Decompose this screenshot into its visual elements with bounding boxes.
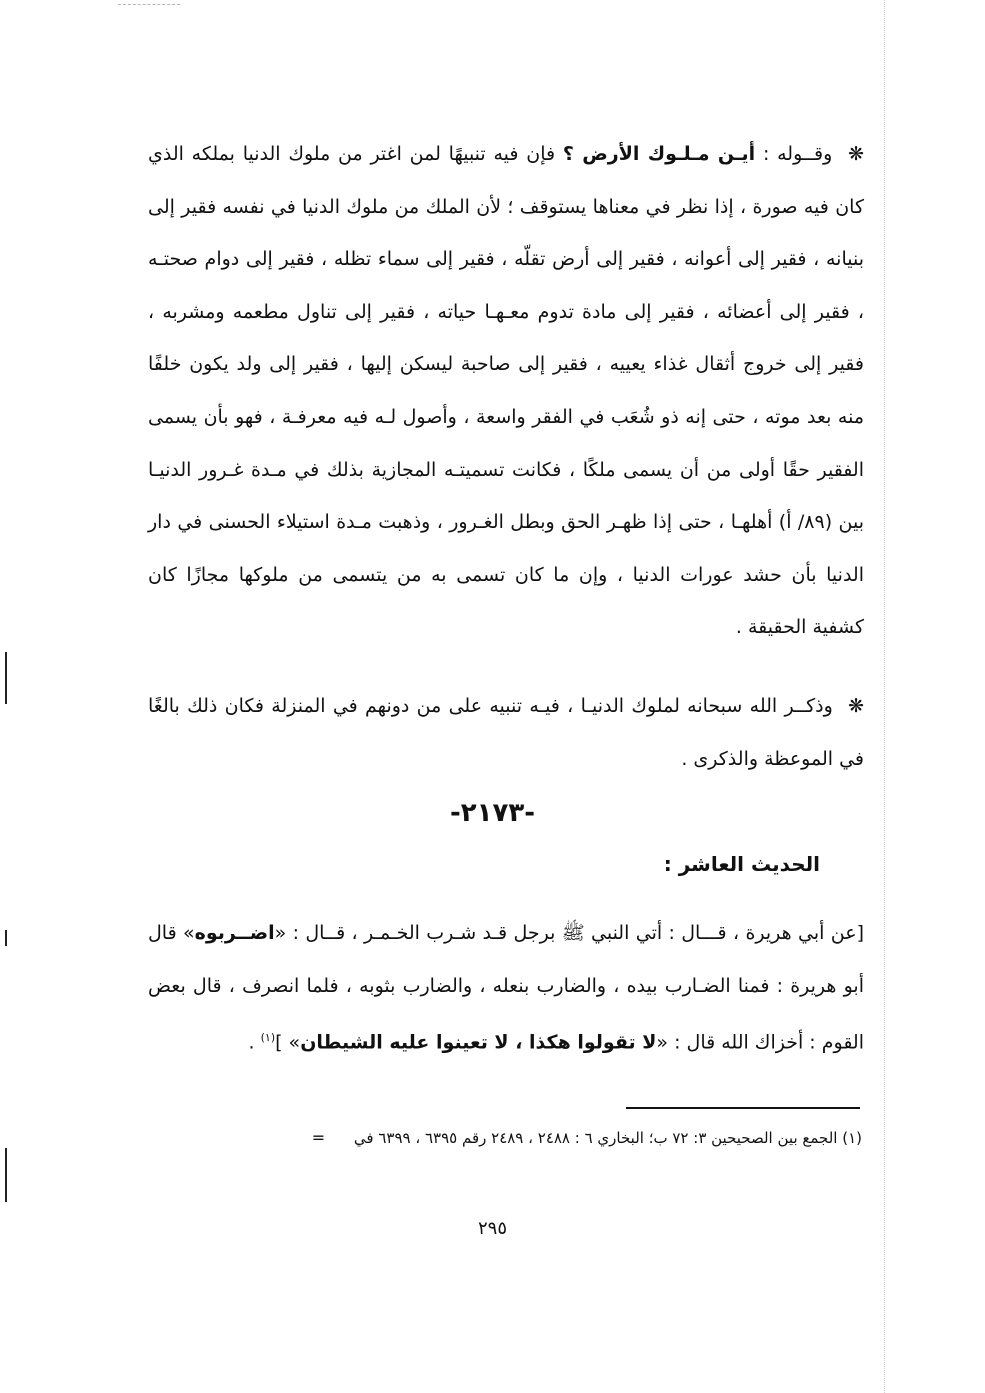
- scan-artifact-mark: [5, 652, 7, 704]
- hadith-part: » قال أبو هريرة : فمنا الضـارب بيده ، والضارب بنعله ، والضارب بثوبه ، فلما انصرف ، قال بعض القوم : أخزاك الله قال : «: [148, 922, 864, 1054]
- scan-artifact-dots: [884, 0, 885, 1393]
- scan-artifact-mark: [5, 1148, 7, 1202]
- hadith-end: .: [248, 1031, 261, 1054]
- prophet-quote: اضــربوه: [194, 922, 275, 944]
- paragraph-commentary: [148, 128, 864, 654]
- paragraph-body: وذكــر الله سبحانه لملوك الدنيـا ، فيـه تنبيه على من دونهم في المنزلة فكان ذلك بالغًا في الموعظة والذكرى .: [148, 695, 864, 770]
- footnote-continuation: =: [311, 1128, 326, 1147]
- hadith-part: [عن أبي هريرة ، قـــال : أتي النبي ﷺ برجل قـد شـرب الخـمـر ، قــال : «: [274, 922, 864, 944]
- scan-artifact-dash: [118, 4, 180, 5]
- asterisk-marker: ❋: [848, 695, 864, 717]
- paragraph-body: فإن فيه تنبيهًا لمن اغتر من ملوك الدنيا بملكه الذي كان فيه صورة ، إذا نظر في معناها يستوقف ؛ لأن الملك من ملوك الدنيا في نفسه فقير إلى بنيانه ، فقير إلى أعوانه ، فقير إلى أرض تقلّه ، فقير إلى سماء تظله ، فقير إلى دوام صحتـه ، فقير إلى أعضائه ، فقير إلى مادة تدوم معـهـا حياته ، فقير إلى تناول مطعمه ومشربه ، فقير إلى خروج أثقال غذاء يعييه ، فقير إلى صاحبة ليسكن إليها ، فقير إلى ولد يكون خلفًا منه بعد موته ، حتى إنه ذو شُعَب في الفقر واسعة ، وأصول لـه فيه معرفـة ، فهو بأن يسمى الفقير حقًا أولى من أن يسمى ملكًا ، فكانت تسميتـه المجازية بذلك في مـدة غـرور الدنيـا بين (٨٩/ أ) أهلهـا ، حتى إذا ظهـر الحق وبطل الغـرور ، وذهبت مـدة استيلاء الحسنى في دار الدنيا بأن حشد عورات الدنيا ، وإن ما كان تسمى به من يتسمى من ملوكها مجازًا كان كشفية الحقيقة .: [148, 143, 864, 639]
- page-number: ٢٩٥: [477, 1218, 507, 1239]
- quoted-phrase: أيـن مـلـوك الأرض ؟: [562, 143, 756, 165]
- prophet-quote: لا تقولوا هكذا ، لا تعينوا عليه الشيطان: [300, 1031, 657, 1054]
- section-number: -٢١٧٣-: [449, 798, 536, 828]
- asterisk-marker: ❋: [848, 143, 864, 165]
- hadith-part: » ]: [275, 1031, 301, 1054]
- paragraph-remark: [148, 680, 864, 785]
- hadith-text: [148, 907, 864, 1069]
- hadith-title: الحديث العاشر :: [663, 852, 820, 876]
- footnote-rule: [626, 1107, 860, 1109]
- footnote: [112, 1128, 862, 1147]
- footnote-text: (١) الجمع بين الصحيحين ٣: ٧٢ ب؛ البخاري ٦ : ٢٤٨٨ ، ٢٤٨٩ رقم ٦٣٩٥ ، ٦٣٩٩ في: [353, 1129, 862, 1147]
- paragraph-lead: وقــوله :: [762, 143, 833, 165]
- scan-artifact-mark: [5, 930, 7, 946]
- footnote-ref: (١): [260, 1031, 276, 1045]
